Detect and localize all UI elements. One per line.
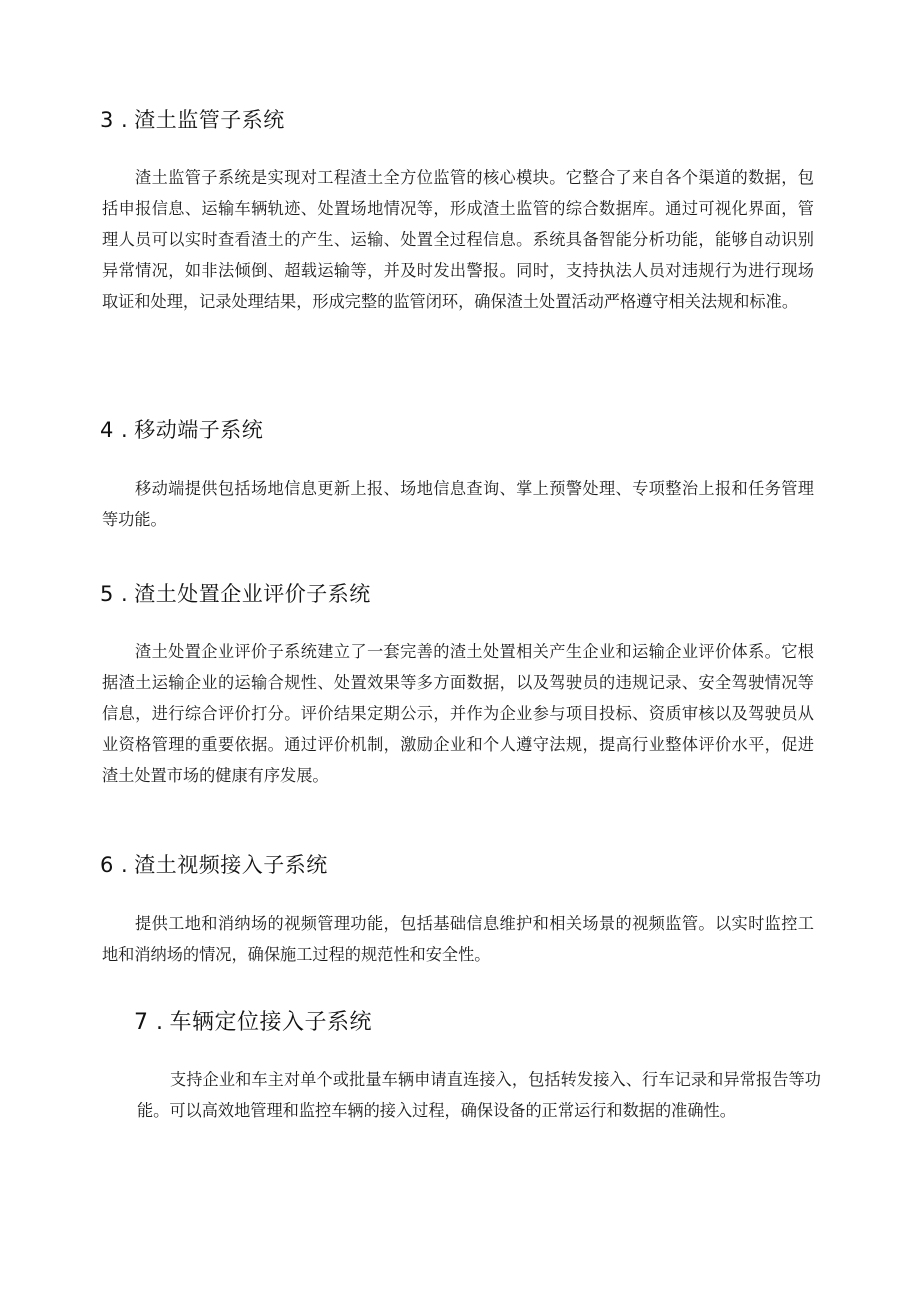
section-5-body: 渣土处置企业评价子系统建立了一套完善的渣土处置相关产生企业和运输企业评价体系。它根据渣土运输企业的运输合规性、处置效果等多方面数据，以及驾驶员的违规记录、安全驾驶情况等信息，进行综合评价打分。评价结果定期公示，并作为企业参与项目投标、资质审核以及驾驶员从业资格管理的重要依据。通过评价机制，激励企业和个人遵守法规，提高行业整体评价水平，促进渣土处置市场的健康有序发展。 bbox=[102, 642, 814, 785]
section-7-title: 车辆定位接入子系统 bbox=[169, 1010, 372, 1035]
section-7-body: 支持企业和车主对单个或批量车辆申请直连接入，包括转发接入、行车记录和异常报告等功能。可以高效地管理和监控车辆的接入过程，确保设备的正常运行和数据的准确性。 bbox=[137, 1070, 821, 1120]
section-3-body: 渣土监管子系统是实现对工程渣土全方位监管的核心模块。它整合了来自各个渠道的数据，包括申报信息、运输车辆轨迹、处置场地情况等，形成渣土监管的综合数据库。通过可视化界面，管理人员可以实时查看渣土的产生、运输、处置全过程信息。系统具备智能分析功能，能够自动识别异常情况，如非法倾倒、超载运输等，并及时发出警报。同时，支持执法人员对违规行为进行现场取证和处理，记录处理结果，形成完整的监管闭环，确保渣土处置活动严格遵守相关法规和标准。 bbox=[102, 168, 814, 311]
section-6-title: 渣土视频接入子系统 bbox=[134, 853, 328, 877]
section-4-body: 移动端提供包括场地信息更新上报、场地信息查询、掌上预警处理、专项整治上报和任务管理等功能。 bbox=[102, 479, 814, 529]
section-6-body: 提供工地和消纳场的视频管理功能，包括基础信息维护和相关场景的视频监管。以实时监控工地和消纳场的情况，确保施工过程的规范性和安全性。 bbox=[102, 914, 814, 964]
section-5-heading bbox=[100, 578, 371, 608]
section-6-number: 6 . bbox=[100, 853, 129, 877]
section-5-title: 渣土处置企业评价子系统 bbox=[134, 582, 371, 606]
section-7-number: 7 . bbox=[134, 1010, 164, 1035]
section-6-heading bbox=[100, 849, 328, 879]
section-4-title: 移动端子系统 bbox=[134, 418, 264, 442]
section-7-heading bbox=[134, 1005, 372, 1036]
section-4-number: 4 . bbox=[100, 418, 129, 442]
section-4-heading bbox=[100, 414, 263, 444]
section-3-title: 渣土监管子系统 bbox=[134, 108, 285, 132]
section-3-number: 3 . bbox=[100, 108, 129, 132]
section-3-heading bbox=[100, 104, 285, 134]
section-5-number: 5 . bbox=[100, 582, 129, 606]
